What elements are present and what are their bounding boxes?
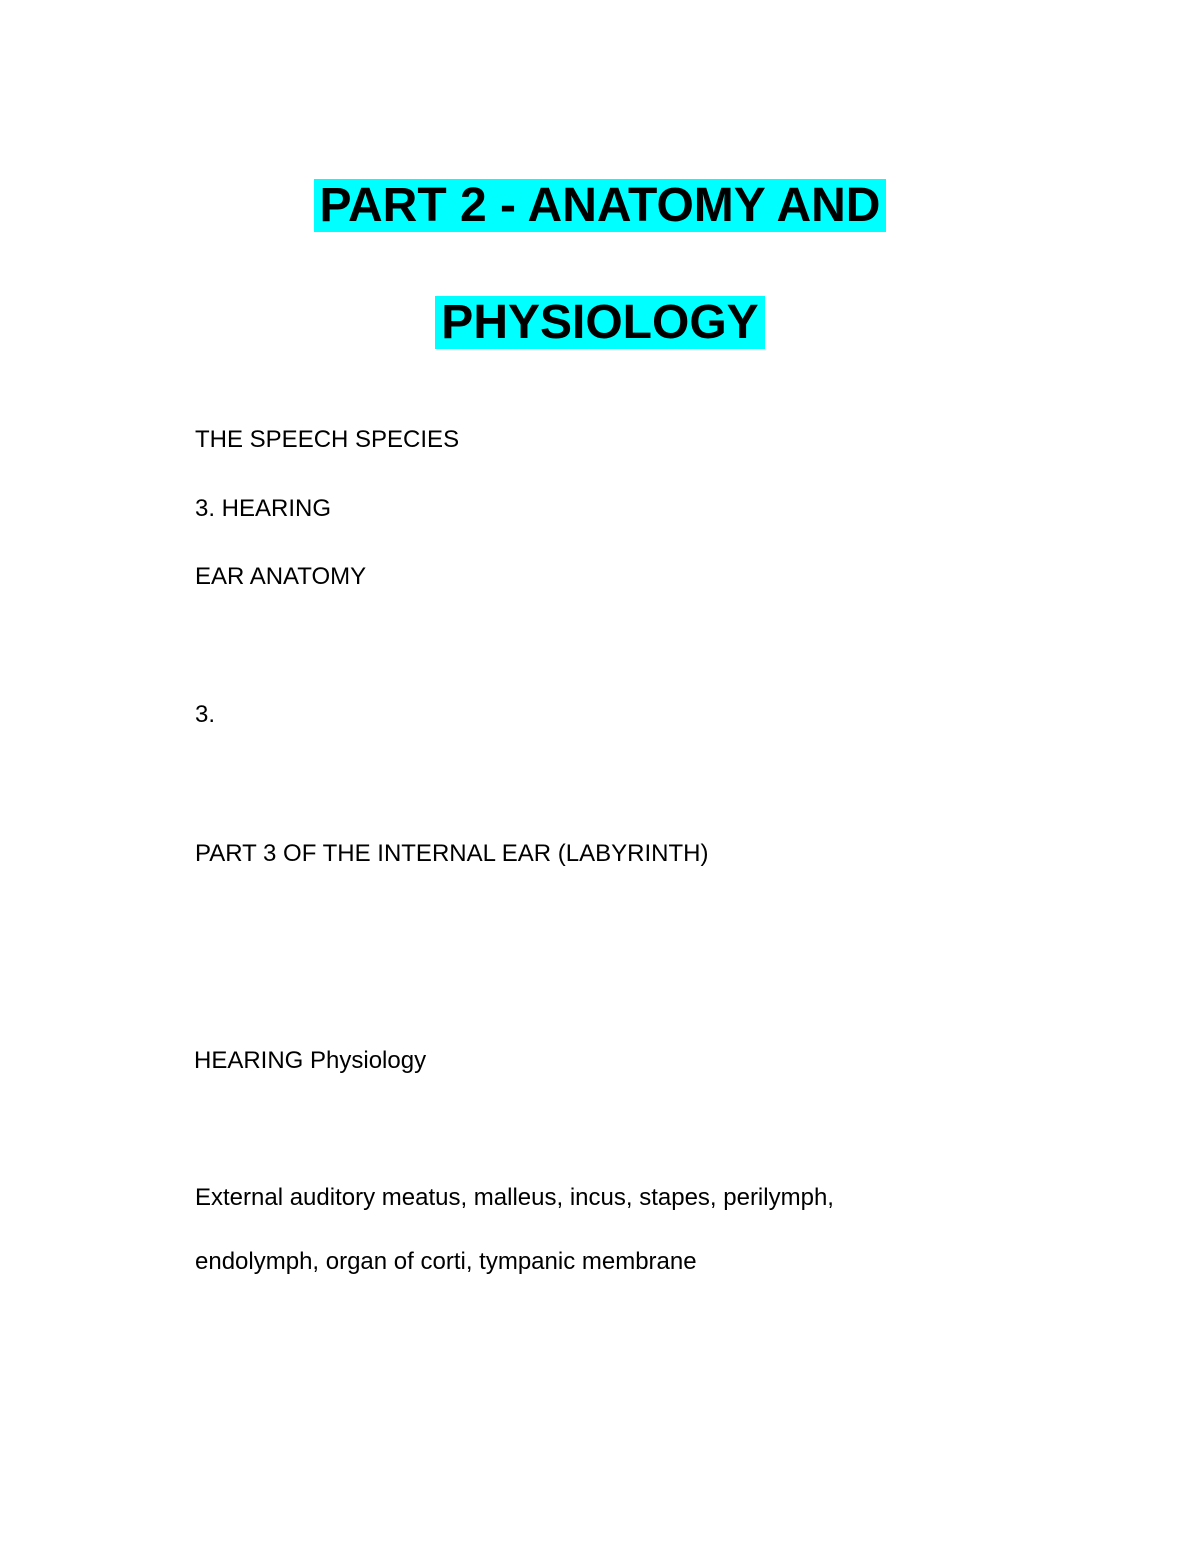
topic-heading: EAR ANATOMY (195, 563, 367, 590)
section-heading: THE SPEECH SPECIES (195, 426, 460, 453)
item-number: 3. (195, 701, 216, 728)
terms-line-2: endolymph, organ of corti, tympanic membrane (195, 1248, 697, 1275)
subsection-heading: 3. HEARING (195, 495, 332, 522)
title-highlight-2: PHYSIOLOGY (435, 296, 764, 349)
part-label: PART 3 OF THE INTERNAL EAR (LABYRINTH) (195, 840, 709, 867)
title-line-2 (0, 293, 1200, 353)
title-highlight-1: PART 2 - ANATOMY AND (314, 179, 887, 232)
physiology-heading: HEARING Physiology (194, 1047, 427, 1074)
terms-line-1: External auditory meatus, malleus, incus, stapes, perilymph, (195, 1184, 834, 1211)
title-line-1 (0, 176, 1200, 236)
